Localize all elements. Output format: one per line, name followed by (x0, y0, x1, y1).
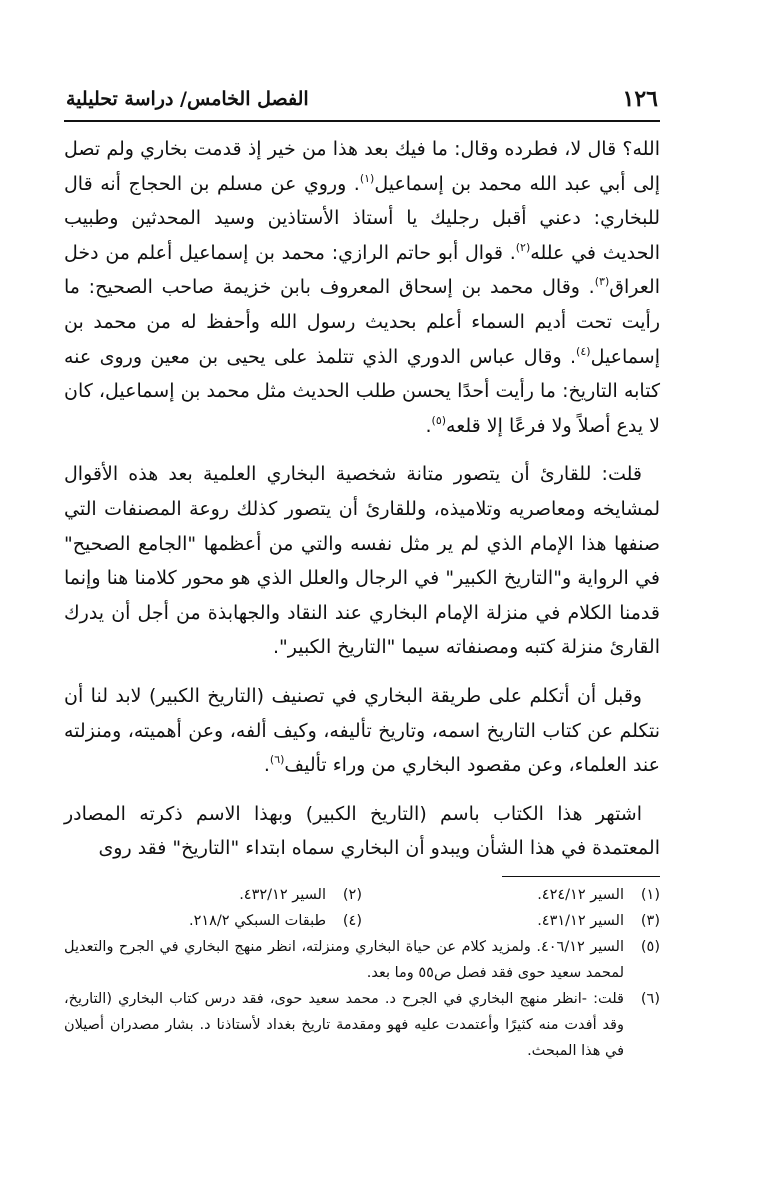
footnote-text: قلت: -انظر منهج البخاري في الجرح د. محمد سعيد حوى، فقد درس كتاب البخاري (التاريخ، وقد أفدت منه كثيرًا وأعتمدت عليه فهو ومقدمة تاريخ بغداد لأستاذنا د. بشار مصدران أصيلان في هذا المبحث. (64, 991, 624, 1059)
footnote-number: (١) (640, 887, 660, 903)
main-text (64, 132, 660, 880)
footnote-ref-5[interactable]: (٥) (431, 413, 447, 427)
footnote-number: (٣) (640, 913, 660, 929)
running-title: الفصل الخامس/ دراسة تحليلية (66, 88, 309, 110)
footnote-text: السير ٤٠٦/١٢. ولمزيد كلام عن حياة البخاري ومنزلته، انظر منهج البخاري في الجرح والتعديل لمحمد سعيد حوى فقد فصل ص٥٥ وما بعد. (64, 939, 624, 981)
text-run: . وروي عن مسلم بن الحجاج أنه قال للبخاري: دعني أقبل رجليك يا أستاذ الأستاذين وسيد المحدثين وطبيب الحديث في علله (64, 172, 660, 264)
text-run: . (263, 754, 270, 777)
footnote-row (64, 908, 660, 934)
book-page (64, 0, 660, 1194)
footnote-ref-6[interactable]: (٦) (269, 753, 285, 767)
footnote-number: (٢) (342, 887, 362, 903)
paragraph-3 (64, 679, 660, 783)
text-run: . (425, 414, 432, 437)
footnote-ref-4[interactable]: (٤) (576, 344, 591, 358)
text-run: . قوال أبو حاتم الرازي: محمد بن إسماعيل أعلم من دخل العراق (64, 241, 660, 299)
footnote-number: (٥) (640, 939, 660, 955)
text-run: الله؟ قال لا، فطرده وقال: ما فيك بعد هذا من خير إذ قدمت بخاري ولم تصل إلى أبي عبد الله محمد بن إسماعيل (64, 138, 660, 195)
footnote-4 (64, 908, 362, 934)
footnote-row (64, 882, 660, 908)
footnote-text: السير ٤٣١/١٢. (537, 913, 624, 929)
paragraph-2: قلت: للقارئ أن يتصور متانة شخصية البخاري العلمية بعد هذه الأقوال لمشايخه ومعاصريه وتلاميذه، وللقارئ أن يتصور كذلك روعة المصنفات التي صنفها هذا الإمام الذي لم ير مثل نفسه والتي من أعظمها "الجامع الصحيح" في الرواية و"التاريخ الكبير" في الرجال والعلل الذي هو محور كلامنا هنا وإنما قدمنا الكلام في منزلة الإمام البخاري عند النقاد والجهابذة من أجل أن يدرك القارئ منزلة كتبه ومصنفاته سيما "التاريخ الكبير". (64, 463, 660, 659)
footnote-2 (64, 882, 362, 908)
text-run: وقبل أن أتكلم على طريقة البخاري في تصنيف (التاريخ الكبير) لابد لنا أن نتكلم عن كتاب التاريخ اسمه، وتاريخ تأليفه، وكيف ألفه، وعن أهميته، ومنزلته عند العلماء، وعن مقصود البخاري من وراء تأليف (64, 684, 660, 777)
footnote-separator (502, 876, 660, 877)
text-run: . وقال محمد بن إسحاق المعروف بابن خزيمة صاحب الصحيح: ما رأيت تحت أديم السماء أعلم بحديث رسول الله وأحفظ له من محمد بن إسماعيل (64, 276, 660, 368)
footnote-text: السير ٤٣٢/١٢. (239, 887, 326, 903)
page-number: ١٢٦ (622, 86, 658, 112)
footnote-text: طبقات السبكي ٢١٨/٢. (188, 913, 326, 929)
paragraph-4: اشتهر هذا الكتاب باسم (التاريخ الكبير) وبهذا الاسم ذكرته المصادر المعتمدة في هذا الشأن ويبدو أن البخاري سماه ابتداء "التاريخ" فقد روى (64, 802, 660, 860)
footnote-5 (64, 934, 660, 986)
footnote-ref-3[interactable]: (٣) (594, 275, 610, 289)
footnote-1 (362, 882, 660, 908)
footnotes (64, 882, 660, 1064)
footnote-number: (٤) (342, 913, 362, 929)
text-run: . وقال عباس الدوري الذي تتلمذ على يحيى بن معين وروى عنه كتابه التاريخ: ما رأيت أحدًا يحسن طلب الحديث مثل محمد بن إسماعيل، كان لا يدع أصلاً ولا فرعًا إلا قلعه (64, 345, 660, 437)
footnote-text: السير ٤٢٤/١٢. (537, 887, 624, 903)
footnote-6 (64, 986, 660, 1064)
paragraph-1 (64, 132, 660, 443)
footnote-number: (٦) (640, 991, 660, 1007)
footnote-ref-2[interactable]: (٢) (515, 240, 531, 254)
footnote-ref-1[interactable]: (١) (359, 171, 375, 185)
page-header (64, 82, 660, 116)
header-rule (64, 120, 660, 122)
footnote-3 (362, 908, 660, 934)
